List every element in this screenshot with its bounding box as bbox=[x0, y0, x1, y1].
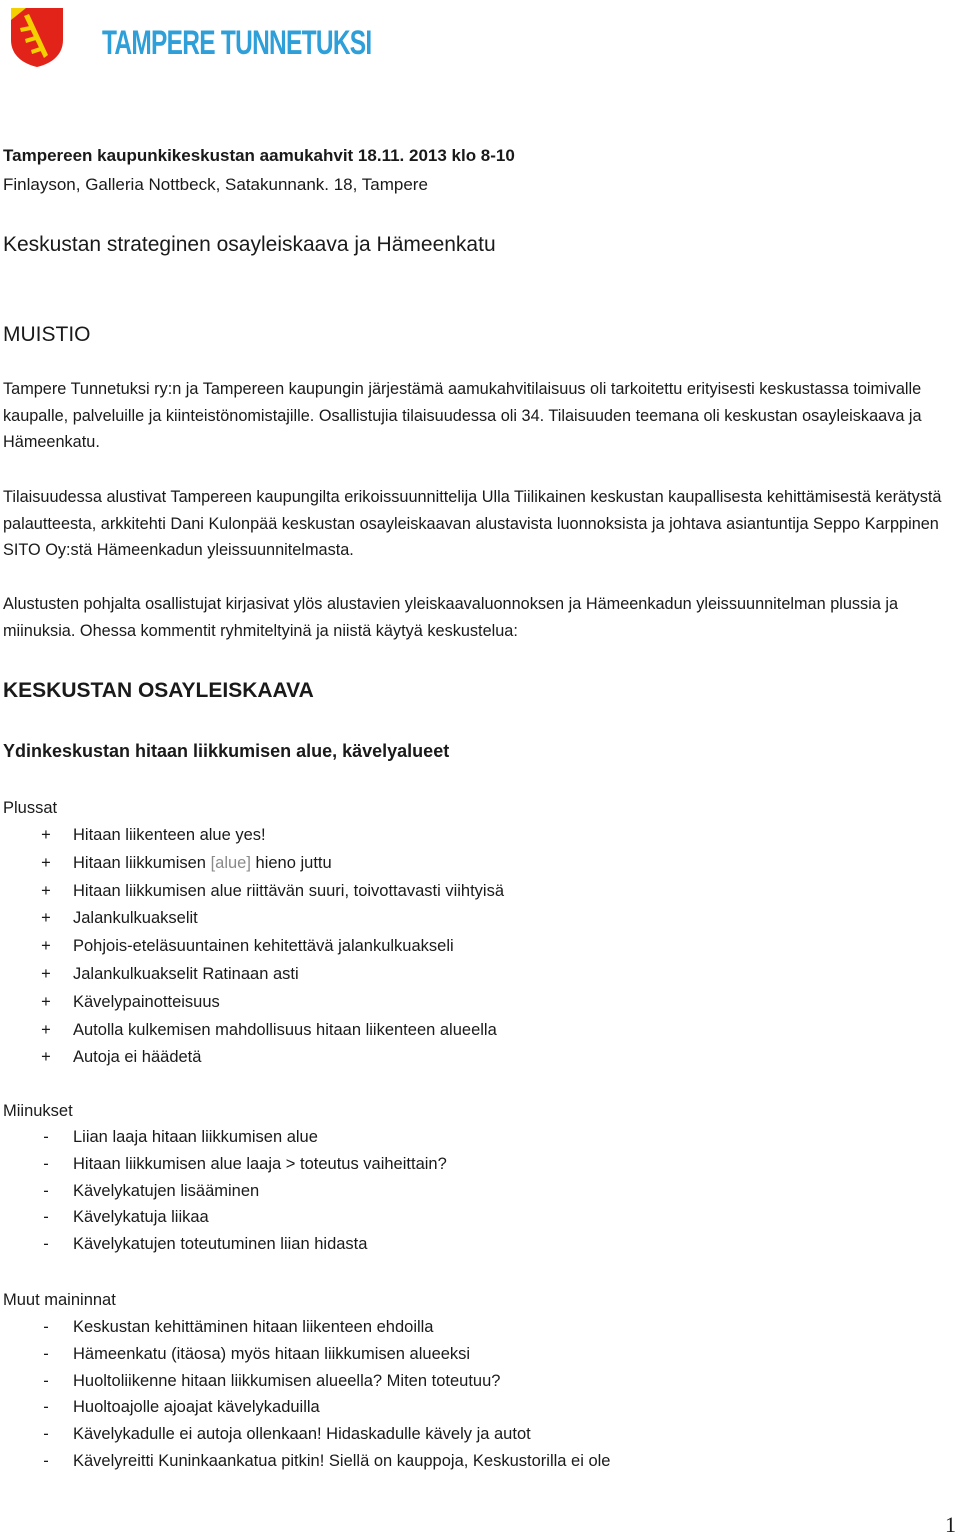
meeting-title: Tampereen kaupunkikeskustan aamukahvit 18.11. 2013 klo 8-10 bbox=[3, 146, 515, 165]
comments-intro-paragraph: Alustusten pohjalta osallistujat kirjasivat ylös alustavien yleiskaavaluonnoksen ja Hämeenkadun yleissuunnitelman plussia ja miinuksia. Ohessa kommentit ryhmiteltyinä ja niistä käytyä keskustelua: bbox=[3, 595, 899, 640]
header-logo bbox=[8, 6, 476, 70]
subsection-heading: Ydinkeskustan hitaan liikkumisen alue, kävelyalueet bbox=[3, 741, 450, 761]
document-type: MUISTIO bbox=[3, 323, 91, 346]
intro-paragraph: Tampere Tunnetuksi ry:n ja Tampereen kaupungin järjestämä aamukahvitilaisuus oli tarkoitettu erityisesti keskustassa toimivalle kaupalle, palveluille ja kiinteistönomistajille. Osallistujia tilaisuudessa oli 34. Tilaisuuden teemana oli keskustan osayleiskaava ja Hämeenkatu. bbox=[3, 380, 922, 452]
logo-wordmark: TAMPERE TUNNETUKSI bbox=[102, 23, 372, 62]
presenters-paragraph: Tilaisuudessa alustivat Tampereen kaupungilta erikoissuunnittelija Ulla Tiilikainen keskustan kaupallisesta kehittämisestä kerätystä palautteesta, arkkitehti Dani Kulonpää keskustan osayleiskaavan alustavista luonnoksista ja johtava asiantuntija Seppo Karppinen SITO Oy:stä Hämeenkadun yleissuunnitelmasta. bbox=[3, 488, 942, 560]
page-number: 1 bbox=[945, 1512, 956, 1537]
muut-maininnat-label: Muut maininnat bbox=[3, 1291, 116, 1309]
bracket-note: [alue] bbox=[210, 853, 251, 872]
section-heading: KESKUSTAN OSAYLEISKAAVA bbox=[3, 679, 314, 702]
tampere-crest-icon bbox=[8, 6, 66, 68]
plussat-label: Plussat bbox=[3, 799, 58, 817]
miinukset-label: Miinukset bbox=[3, 1102, 73, 1120]
meeting-location: Finlayson, Galleria Nottbeck, Satakunnank. 18, Tampere bbox=[3, 175, 428, 194]
page-title: Keskustan strateginen osayleiskaava ja Hämeenkatu bbox=[3, 233, 496, 256]
